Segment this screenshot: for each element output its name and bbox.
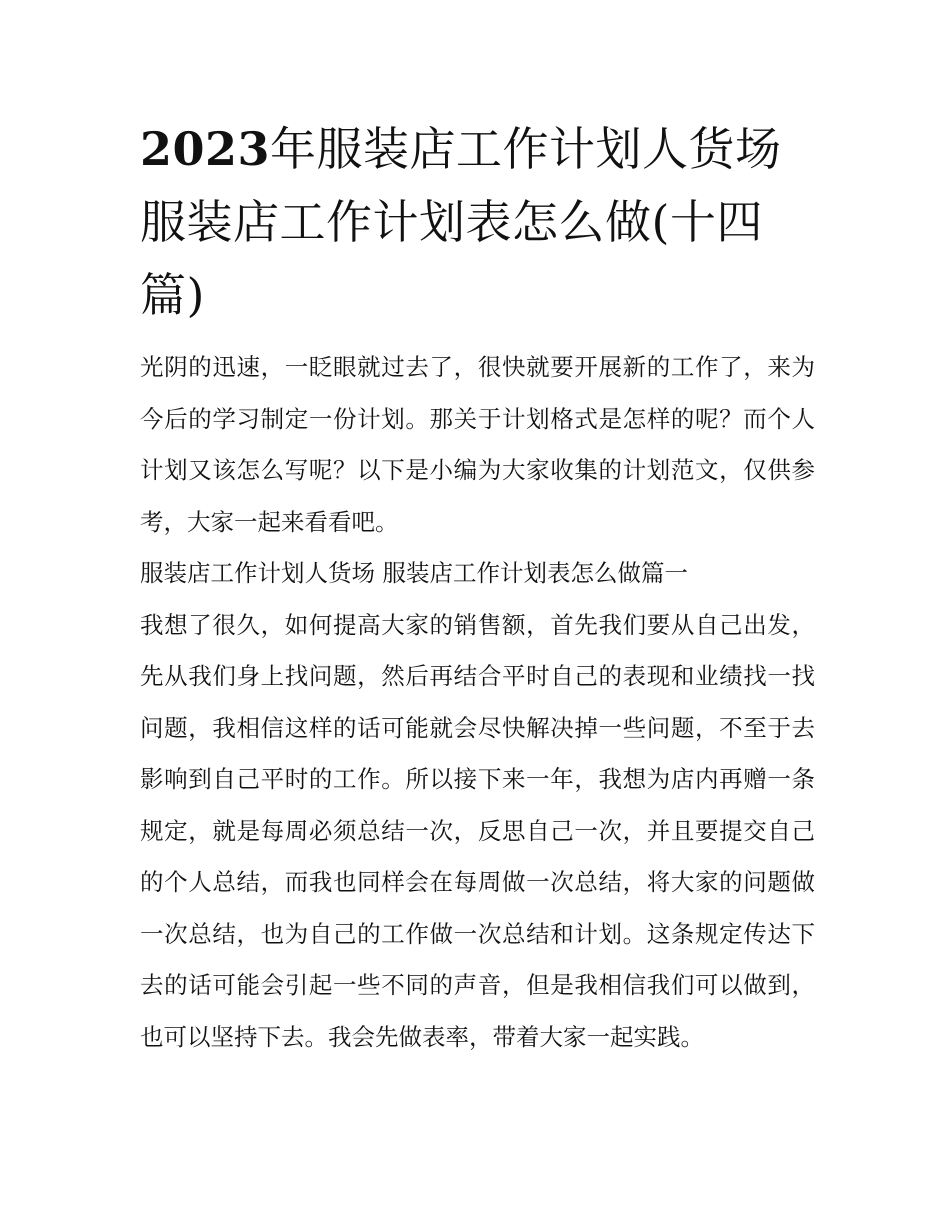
- document-title: [140, 113, 815, 332]
- body-paragraph: 我想了很久，如何提高大家的销售额，首先我们要从自己出发，先从我们身上找问题，然后再结合平时自己的表现和业绩找一找问题，我相信这样的话可能就会尽快解决掉一些问题，不至于去影响到自己平时的工作。所以接下来一年，我想为店内再赠一条规定，就是每周必须总结一次，反思自己一次，并且要提交自己的个人总结，而我也同样会在每周做一次总结，将大家的问题做一次总结，也为自己的工作做一次总结和计划。这条规定传达下去的话可能会引起一些不同的声音，但是我相信我们可以做到，也可以坚持下去。我会先做表率，带着大家一起实践。: [140, 610, 815, 1051]
- section-heading: 服装店工作计划人货场 服装店工作计划表怎么做篇一: [140, 559, 688, 587]
- title-year: 2023: [140, 122, 271, 176]
- title-text: 年服装店工作计划人货场 服装店工作计划表怎么做(十四篇): [140, 122, 782, 322]
- intro-paragraph: 光阴的迅速，一眨眼就过去了，很快就要开展新的工作了，来为今后的学习制定一份计划。那关于计划格式是怎样的呢？而个人计划又该怎么写呢？以下是小编为大家收集的计划范文，仅供参考，大家一起来看看吧。: [140, 353, 815, 536]
- document-content: [140, 113, 815, 1063]
